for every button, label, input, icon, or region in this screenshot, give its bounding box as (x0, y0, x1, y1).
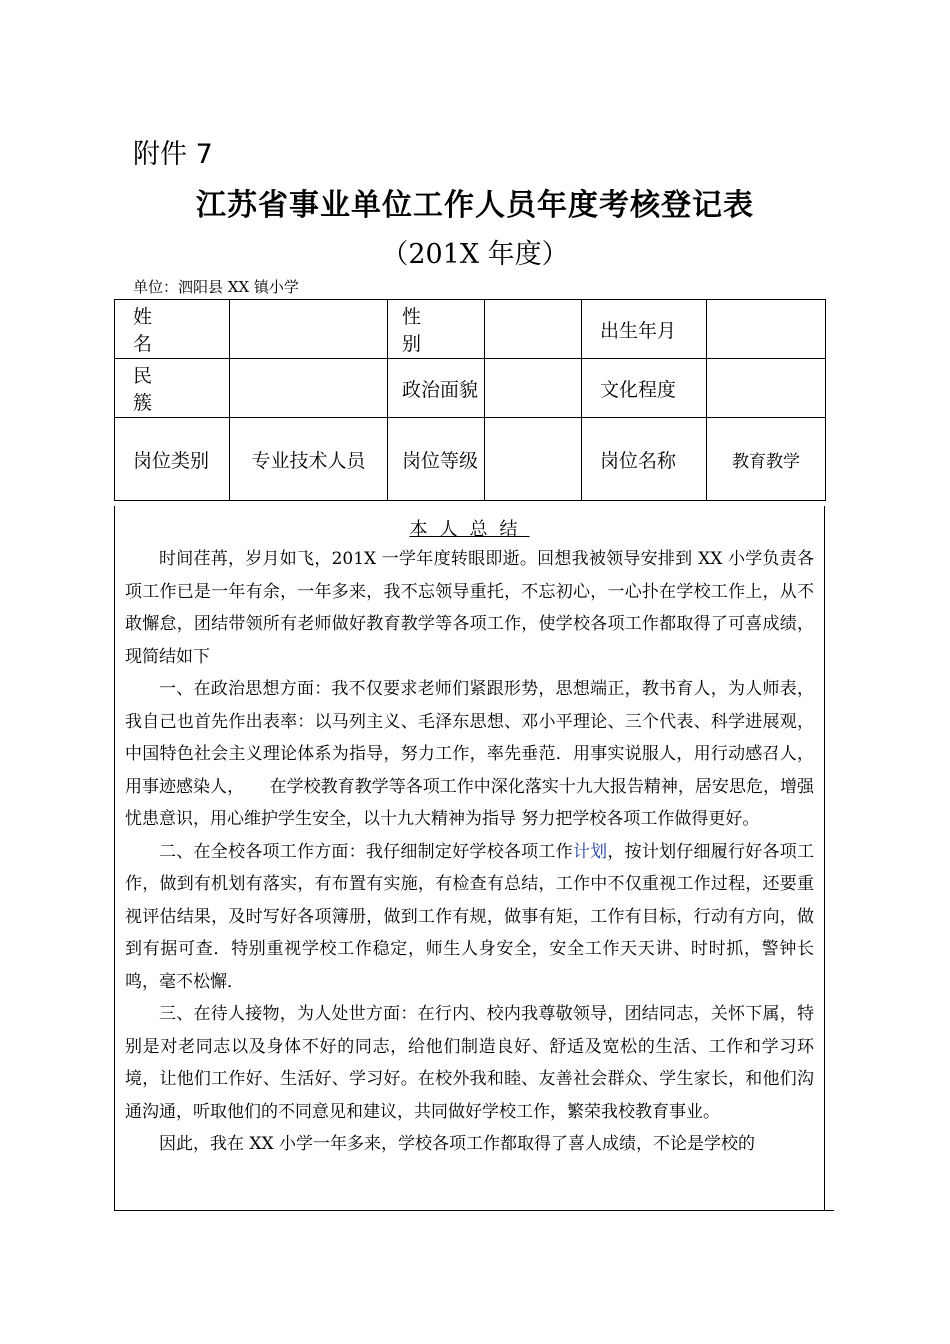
summary-paragraph-1: 时间荏苒，岁月如飞，201X 一学年度转眼即逝。回想我被领导安排到 XX 小学负责各项工作已是一年有余，一年多来，我不忘领导重托，不忘初心，一心扑在学校工作上，从不敢懈怠，团结带领所有老师做好教育教学等各项工作，使学校各项工作都取得了可喜成绩，现简结如下 (125, 549, 814, 667)
post-name-label: 岗位名称 (582, 418, 707, 501)
birth-label: 出生年月 (582, 300, 707, 359)
summary-title: 本人总结 (409, 519, 530, 540)
ethnic-label: 民簇 (115, 359, 230, 418)
summary-paragraph-4: 三、在待人接物，为人处世方面：在行内、校内我尊敬领导，团结同志，关怀下属，特别是对老同志以及身体不好的同志，给他们制造良好、舒适及宽松的生活、工作和学习环境，让他们工作好、生活好、学习好。在校外我和睦、友善社会群众、学生家长，和他们沟通沟通，听取他们的不同意见和建议，共同做好学校工作，繁荣我校教育事业。 (125, 1004, 814, 1122)
post-type-label: 岗位类别 (115, 418, 230, 501)
summary-paragraph-3: 二、在全校各项工作方面：我仔细制定好学校各项工作计划，按计划仔细履行好各项工作，做到有机划有落实，有布置有实施，有检查有总结，工作中不仅重视工作过程，还要重视评估结果，及时写好各项簿册，做到工作有规，做事有矩，工作有目标，行动有方向，做到有据可查．特别重视学校工作稳定，师生人身安全，安全工作天天讲、时时抓，警钟长鸣，毫不松懈． (125, 841, 815, 992)
sex-label: 性别 (388, 300, 485, 359)
summary-section (114, 506, 825, 1211)
birth-field[interactable] (707, 300, 826, 359)
info-table (114, 299, 826, 501)
ethnic-field[interactable] (230, 359, 388, 418)
sex-field[interactable] (485, 300, 582, 359)
table-bottom-border (114, 1210, 834, 1211)
political-label: 政治面貌 (388, 359, 485, 418)
plan-link[interactable]: 计划 (572, 841, 608, 862)
name-label: 姓名 (115, 300, 230, 359)
education-label: 文化程度 (582, 359, 707, 418)
post-name-field[interactable]: 教育教学 (707, 418, 826, 501)
table-row (115, 359, 826, 418)
unit-label: 单位：泗阳县 XX 镇小学 (133, 278, 299, 296)
post-type-field[interactable]: 专业技术人员 (230, 418, 388, 501)
summary-paragraph-2: 一、在政治思想方面：我不仅要求老师们紧跟形势，思想端正，教书育人，为人师表，我自己也首先作出表率：以马列主义、毛泽东思想、邓小平理论、三个代表、科学进展观，中国特色社会主义理论体系为指导，努力工作，率先垂范．用事实说服人，用行动感召人，用事迹感染人， 在学校教育教学等各项工作中深化落实十九大报告精神，居安思危，增强忧患意识，用心维护学生安全，以十九大精神为指导 努力把学校各项工作做得更好。 (125, 679, 814, 829)
year-label: （201X 年度） (381, 239, 569, 270)
post-level-label: 岗位等级 (388, 418, 485, 501)
summary-body (115, 541, 824, 1161)
summary-paragraph-5: 因此，我在 XX 小学一年多来，学校各项工作都取得了喜人成绩，不论是学校的 (159, 1134, 756, 1154)
attachment-label: 附件 7 (133, 139, 213, 170)
political-field[interactable] (485, 359, 582, 418)
post-level-field[interactable] (485, 418, 582, 501)
education-field[interactable] (707, 359, 826, 418)
page-title: 江苏省事业单位工作人员年度考核登记表 (196, 188, 754, 223)
name-field[interactable] (230, 300, 388, 359)
table-row (115, 418, 826, 501)
table-row (115, 300, 826, 359)
